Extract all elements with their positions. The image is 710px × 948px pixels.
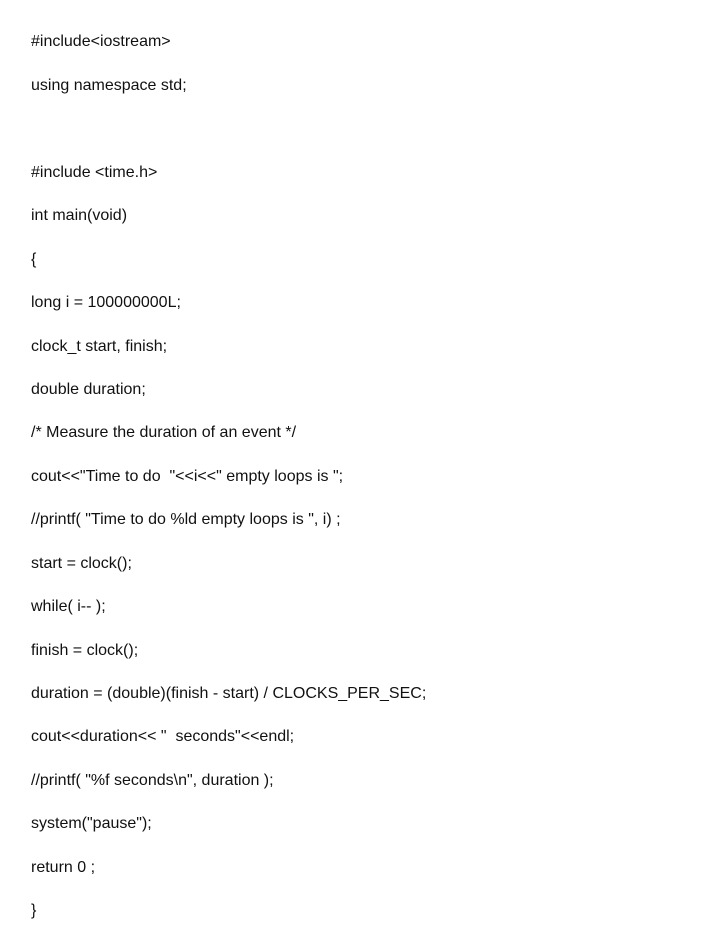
code-line-open-brace: { bbox=[31, 251, 37, 268]
code-line-duration-calculation: duration = (double)(finish - start) / CLOCKS_PER_SEC; bbox=[31, 685, 427, 702]
code-line-close-brace: } bbox=[31, 902, 37, 919]
code-line-start-clock: start = clock(); bbox=[31, 555, 132, 572]
code-line-clock-declaration: clock_t start, finish; bbox=[31, 338, 168, 355]
code-line-system-pause: system("pause"); bbox=[31, 815, 152, 832]
code-line-using-namespace: using namespace std; bbox=[31, 77, 187, 94]
code-line-comment-measure: /* Measure the duration of an event */ bbox=[31, 424, 297, 441]
code-line-main-signature: int main(void) bbox=[31, 207, 128, 224]
code-line-return: return 0 ; bbox=[31, 859, 96, 876]
code-line-cout-loops: cout<<"Time to do "<<i<<" empty loops is "; bbox=[31, 468, 344, 485]
code-line-include-iostream: #include<iostream> bbox=[31, 33, 171, 50]
code-line-long-declaration: long i = 100000000L; bbox=[31, 294, 181, 311]
code-line-double-declaration: double duration; bbox=[31, 381, 146, 398]
code-line-cout-duration: cout<<duration<< " seconds"<<endl; bbox=[31, 728, 295, 745]
code-line-while-loop: while( i-- ); bbox=[31, 598, 106, 615]
code-line-finish-clock: finish = clock(); bbox=[31, 642, 139, 659]
code-line-include-time: #include <time.h> bbox=[31, 164, 158, 181]
code-line-printf-loops: //printf( "Time to do %ld empty loops is ", i) ; bbox=[31, 511, 341, 528]
code-line-printf-duration: //printf( "%f seconds\n", duration ); bbox=[31, 772, 274, 789]
